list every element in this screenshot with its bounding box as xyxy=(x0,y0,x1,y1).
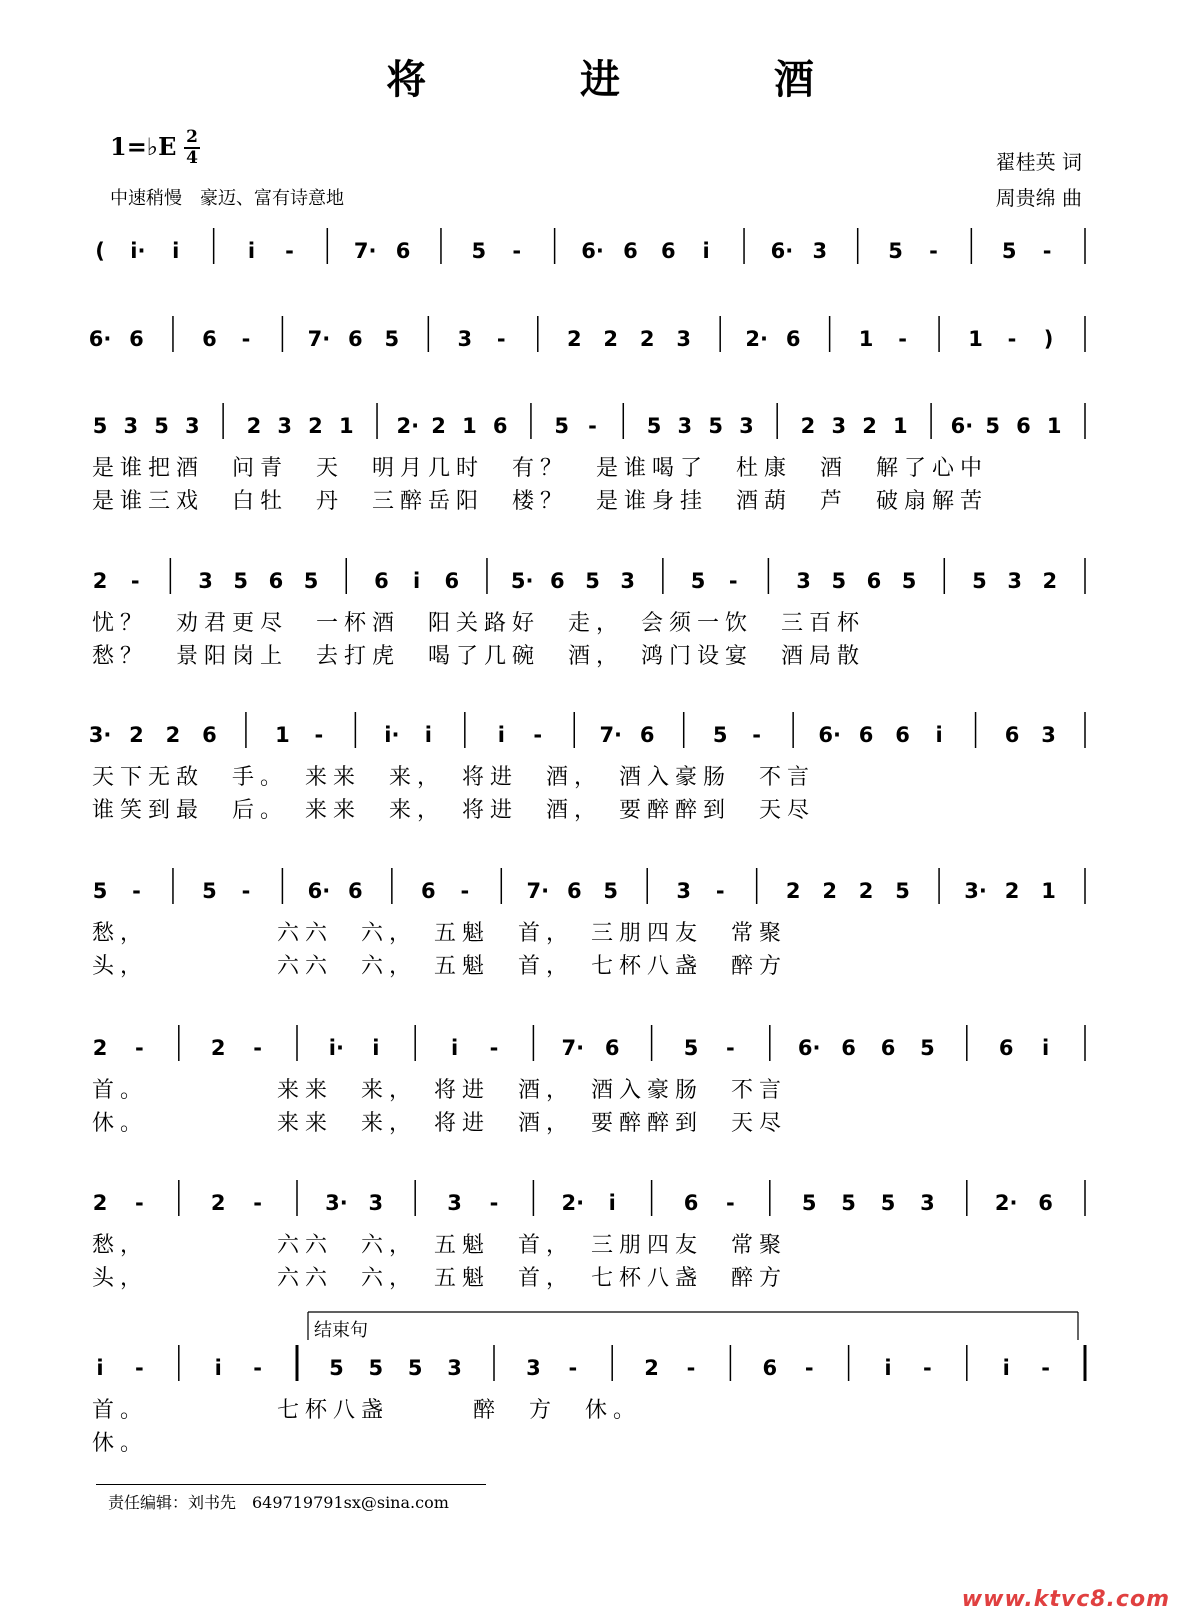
note-numeral: - xyxy=(533,723,543,747)
note-numeral: 5 xyxy=(831,569,847,593)
note-numeral: 6· xyxy=(581,239,604,263)
note-numeral: - xyxy=(512,239,522,263)
note-numeral: 5 xyxy=(646,414,662,438)
note-numeral: - xyxy=(588,414,597,438)
note-numeral: 6 xyxy=(604,1036,620,1060)
note-numeral: 5 xyxy=(303,569,319,593)
note-numeral: - xyxy=(929,239,938,263)
note-numeral: 7· xyxy=(526,879,550,903)
note-numeral: i xyxy=(214,1356,222,1380)
note-numeral: - xyxy=(898,327,907,351)
note-numeral: 5 xyxy=(888,239,903,263)
note-numeral: 6 xyxy=(866,569,882,593)
note-numeral: 7· xyxy=(353,239,377,263)
note-numeral: 3 xyxy=(796,569,811,593)
note-numeral: 5 xyxy=(708,414,723,438)
note-numeral: 3 xyxy=(198,569,213,593)
note-numeral: 2 xyxy=(858,879,874,903)
note-numeral: 6 xyxy=(202,723,217,747)
note-numeral: 6 xyxy=(492,414,508,438)
note-numeral: 2· xyxy=(396,414,420,438)
note-numeral: 3 xyxy=(920,1191,935,1215)
note-numeral: i· xyxy=(384,723,400,747)
note-numeral: 1 xyxy=(338,414,354,438)
note-numeral: 3 xyxy=(677,414,693,438)
note-numeral: - xyxy=(752,723,762,747)
note-numeral: 1 xyxy=(462,414,477,438)
note-numeral: 1 xyxy=(893,414,908,438)
note-numeral: 3 xyxy=(831,414,847,438)
note-numeral: 3 xyxy=(185,414,200,438)
note-numeral: i xyxy=(172,239,180,263)
note-numeral: 6 xyxy=(858,723,874,747)
note-numeral: - xyxy=(135,1191,144,1215)
note-numeral: 2 xyxy=(822,879,837,903)
note-numeral: - xyxy=(135,1356,144,1380)
note-numeral: 3· xyxy=(964,879,987,903)
key-signature: 1=♭E xyxy=(110,132,177,161)
note-numeral: 5 xyxy=(471,239,487,263)
note-numeral: 6 xyxy=(660,239,676,263)
note-numeral: i xyxy=(1041,1036,1050,1060)
note-numeral: 5 xyxy=(972,569,987,593)
note-numeral: - xyxy=(804,1356,814,1380)
note-numeral: - xyxy=(1007,327,1017,351)
note-numeral: 5 xyxy=(801,1191,817,1215)
note-numeral: 2 xyxy=(785,879,801,903)
note-numeral: 3 xyxy=(739,414,754,438)
lyric-line: 头， 六六 六， 五魁 首， 七杯八盏 醉方 xyxy=(92,954,788,979)
note-numeral: 5 xyxy=(202,879,217,903)
lyric-line: 是谁把酒 问青 天 明月几时 有？ 是谁喝了 杜康 酒 解了心中 xyxy=(92,456,989,481)
note-numeral: 3 xyxy=(812,239,828,263)
lyric-line: 休。 xyxy=(92,1431,149,1456)
note-numeral: - xyxy=(496,327,506,351)
lyric-line: 谁笑到最 后。 来来 来， 将进 酒， 要醉醉到 天尽 xyxy=(92,798,816,823)
note-numeral: 6 xyxy=(421,879,436,903)
note-numeral: 5 xyxy=(985,414,1000,438)
lyric-line: 愁， 六六 六， 五魁 首， 三朋四友 常聚 xyxy=(92,921,788,946)
note-numeral: - xyxy=(285,239,294,263)
note-numeral: 2 xyxy=(431,414,446,438)
note-numeral: 5 xyxy=(368,1356,384,1380)
note-numeral: 6 xyxy=(1016,414,1031,438)
note-numeral: 6· xyxy=(307,879,331,903)
note-numeral: 3 xyxy=(368,1191,384,1215)
note-numeral: i xyxy=(608,1191,616,1215)
note-numeral: 2 xyxy=(210,1191,226,1215)
note-numeral: 2 xyxy=(862,414,877,438)
note-numeral: i xyxy=(96,1356,104,1380)
note-numeral: i xyxy=(413,569,421,593)
note-numeral: ) xyxy=(1043,327,1054,351)
note-numeral: 5 xyxy=(1001,239,1017,263)
note-numeral: 6· xyxy=(818,723,841,747)
composer-credit: 周贵绵 曲 xyxy=(995,186,1082,210)
note-numeral: 3 xyxy=(123,414,139,438)
note-numeral: - xyxy=(715,879,725,903)
note-numeral: 5· xyxy=(510,569,534,593)
note-numeral: 6· xyxy=(950,414,974,438)
tempo-marking: 中速稍慢 豪迈、富有诗意地 xyxy=(110,188,344,209)
note-numeral: 2 xyxy=(1042,569,1058,593)
note-numeral: 1 xyxy=(968,327,983,351)
site-watermark: www.ktvc8.com xyxy=(961,1587,1170,1612)
note-numeral: 2· xyxy=(745,327,768,351)
lyric-line: 愁？ 景阳岗上 去打虎 喝了几碗 酒， 鸿门设宴 酒局散 xyxy=(92,644,866,669)
note-numeral: 2· xyxy=(994,1191,1018,1215)
page-title: 将 进 酒 xyxy=(386,57,884,103)
note-numeral: 5 xyxy=(841,1191,856,1215)
note-numeral: - xyxy=(130,569,140,593)
note-numeral: 6 xyxy=(998,1036,1014,1060)
note-numeral: 2 xyxy=(92,1036,108,1060)
note-numeral: i xyxy=(884,1356,892,1380)
note-numeral: 6 xyxy=(1038,1191,1053,1215)
note-numeral: 6 xyxy=(395,239,411,263)
lyric-line: 愁， 六六 六， 五魁 首， 三朋四友 常聚 xyxy=(92,1233,788,1258)
note-numeral: i xyxy=(424,723,432,747)
note-numeral: - xyxy=(728,569,738,593)
note-numeral: 5 xyxy=(554,414,570,438)
note-numeral: i xyxy=(702,239,710,263)
note-numeral: - xyxy=(253,1191,262,1215)
note-numeral: 6 xyxy=(683,1191,699,1215)
note-numeral: - xyxy=(241,327,251,351)
note-numeral: 6 xyxy=(268,569,284,593)
note-numeral: 2 xyxy=(566,327,582,351)
note-numeral: 5 xyxy=(895,879,910,903)
note-numeral: 1 xyxy=(858,327,874,351)
note-numeral: 6 xyxy=(895,723,910,747)
note-numeral: 3 xyxy=(277,414,292,438)
note-numeral: 3 xyxy=(447,1191,462,1215)
note-numeral: 5 xyxy=(233,569,249,593)
note-numeral: - xyxy=(1042,239,1052,263)
note-numeral: 1 xyxy=(1046,414,1062,438)
note-numeral: 3 xyxy=(447,1356,462,1380)
note-numeral: 3 xyxy=(676,327,692,351)
note-numeral: - xyxy=(253,1036,262,1060)
note-numeral: 5 xyxy=(154,414,169,438)
note-numeral: 6 xyxy=(348,879,363,903)
note-numeral: i xyxy=(247,239,256,263)
note-numeral: 5 xyxy=(712,723,728,747)
note-numeral: i xyxy=(935,723,943,747)
note-numeral: 5 xyxy=(329,1356,344,1380)
time-sig-numerator: 2 xyxy=(186,127,198,147)
note-numeral: - xyxy=(568,1356,578,1380)
note-numeral: - xyxy=(726,1191,735,1215)
note-numeral: 6· xyxy=(88,327,112,351)
note-numeral: 5 xyxy=(92,879,108,903)
note-numeral: ( xyxy=(95,239,105,263)
note-numeral: 2 xyxy=(308,414,323,438)
note-numeral: 6 xyxy=(841,1036,856,1060)
note-numeral: - xyxy=(135,1036,144,1060)
note-numeral: - xyxy=(923,1356,932,1380)
time-sig-denominator: 4 xyxy=(186,148,198,168)
note-numeral: i xyxy=(372,1036,380,1060)
note-numeral: 6 xyxy=(1004,723,1020,747)
note-numeral: 7· xyxy=(599,723,623,747)
note-numeral: 5 xyxy=(384,327,400,351)
note-numeral: - xyxy=(489,1191,499,1215)
note-numeral: i xyxy=(1002,1356,1010,1380)
note-numeral: i xyxy=(497,723,505,747)
note-numeral: 3 xyxy=(526,1356,541,1380)
note-numeral: 6 xyxy=(550,569,565,593)
note-numeral: - xyxy=(460,879,470,903)
note-numeral: 5 xyxy=(585,569,600,593)
note-numeral: 2 xyxy=(210,1036,226,1060)
note-numeral: 6 xyxy=(762,1356,778,1380)
footer-divider xyxy=(96,1484,486,1485)
note-numeral: - xyxy=(253,1356,262,1380)
note-numeral: 6 xyxy=(623,239,638,263)
ending-label: 结束句 xyxy=(314,1320,368,1341)
note-numeral: 2 xyxy=(246,414,262,438)
note-numeral: - xyxy=(132,879,141,903)
note-numeral: 2 xyxy=(644,1356,659,1380)
note-numeral: 3 xyxy=(620,569,635,593)
note-numeral: 3 xyxy=(676,879,692,903)
note-numeral: 3 xyxy=(457,327,473,351)
note-numeral: 1 xyxy=(1041,879,1056,903)
note-numeral: 3 xyxy=(1007,569,1022,593)
note-numeral: i· xyxy=(130,239,146,263)
editor-footer: 责任编辑：刘书先 649719791sx@sina.com xyxy=(108,1493,449,1512)
lyric-line: 忧？ 劝君更尽 一杯酒 阳关路好 走， 会须一饮 三百杯 xyxy=(92,611,866,636)
note-numeral: 3 xyxy=(1041,723,1056,747)
note-numeral: 5 xyxy=(683,1036,699,1060)
note-numeral: - xyxy=(686,1356,696,1380)
note-numeral: - xyxy=(241,879,251,903)
note-numeral: 6 xyxy=(785,327,801,351)
note-numeral: 5 xyxy=(92,414,108,438)
note-numeral: 2 xyxy=(92,1191,108,1215)
note-numeral: - xyxy=(726,1036,735,1060)
lyricist-credit: 翟桂英 词 xyxy=(995,150,1082,174)
note-numeral: 5 xyxy=(920,1036,935,1060)
note-numeral: 2· xyxy=(561,1191,585,1215)
note-numeral: 2 xyxy=(1004,879,1020,903)
note-numeral: 6 xyxy=(348,327,363,351)
note-numeral: 2 xyxy=(92,569,108,593)
lyric-line: 是谁三戏 白牡 丹 三醉岳阳 楼？ 是谁身挂 酒葫 芦 破扇解苦 xyxy=(92,489,989,514)
note-numeral: 3· xyxy=(325,1191,348,1215)
note-numeral: 2 xyxy=(639,327,655,351)
lyric-line: 首。 来来 来， 将进 酒， 酒入豪肠 不言 xyxy=(92,1078,788,1103)
lyric-line: 休。 来来 来， 将进 酒， 要醉醉到 天尽 xyxy=(92,1111,788,1136)
note-numeral: 5 xyxy=(407,1356,423,1380)
note-numeral: 2 xyxy=(129,723,144,747)
note-numeral: i xyxy=(450,1036,459,1060)
note-numeral: 6 xyxy=(129,327,144,351)
note-numeral: 2 xyxy=(165,723,181,747)
note-numeral: 6 xyxy=(639,723,655,747)
lyric-line: 首。 七杯八盏 醉 方 休。 xyxy=(92,1398,642,1423)
note-numeral: 6 xyxy=(202,327,217,351)
note-numeral: 6 xyxy=(566,879,582,903)
note-numeral: - xyxy=(489,1036,499,1060)
note-numeral: 6· xyxy=(797,1036,821,1060)
note-numeral: 2 xyxy=(603,327,619,351)
note-numeral: 6 xyxy=(374,569,389,593)
note-numeral: 5 xyxy=(690,569,706,593)
note-numeral: 6 xyxy=(880,1036,896,1060)
note-numeral: 6 xyxy=(444,569,460,593)
note-numeral: 6· xyxy=(770,239,794,263)
note-numeral: 2 xyxy=(800,414,816,438)
note-numeral: 7· xyxy=(561,1036,585,1060)
lyric-line: 头， 六六 六， 五魁 首， 七杯八盏 醉方 xyxy=(92,1266,788,1291)
note-numeral: 3· xyxy=(88,723,112,747)
note-numeral: 7· xyxy=(307,327,331,351)
note-numeral: i· xyxy=(328,1036,344,1060)
note-numeral: 5 xyxy=(603,879,619,903)
note-numeral: 5 xyxy=(880,1191,896,1215)
note-numeral: 5 xyxy=(901,569,917,593)
note-numeral: - xyxy=(314,723,324,747)
lyric-line: 天下无敌 手。 来来 来， 将进 酒， 酒入豪肠 不言 xyxy=(92,765,816,790)
note-numeral: - xyxy=(1041,1356,1050,1380)
note-numeral: 1 xyxy=(275,723,290,747)
